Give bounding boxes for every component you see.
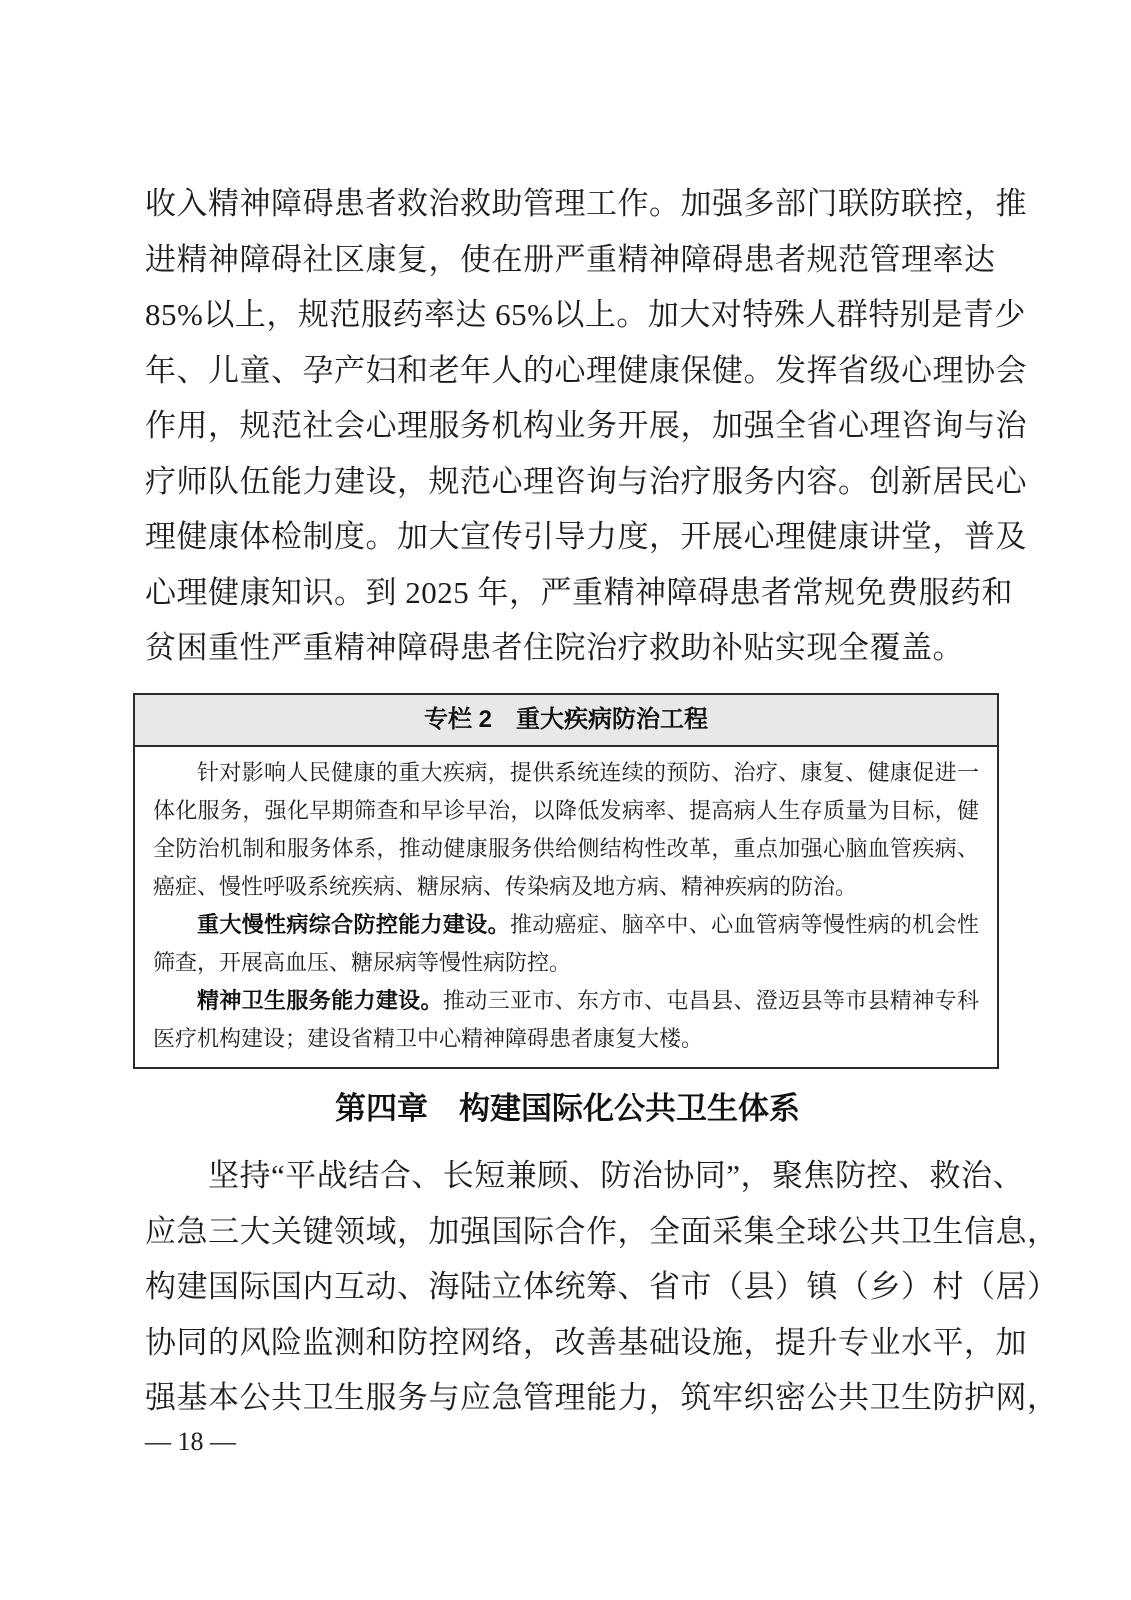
box-line-text: 推动癌症、脑卒中、心血管病等慢性病的机会性: [509, 912, 979, 937]
body-line: 协同的风险监测和防控网络，改善基础设施，提升专业水平，加: [145, 1324, 1027, 1360]
body-line: 疗师队伍能力建设，规范心理咨询与治疗服务内容。创新居民心: [145, 463, 1027, 499]
paragraph-public-health-system: [145, 1148, 1059, 1426]
body-line: 构建国际国内互动、海陆立体统筹、省市（县）镇（乡）村（居）: [145, 1269, 1059, 1304]
body-line: 进精神障碍社区康复，使在册严重精神障碍患者规范管理率达: [145, 241, 996, 277]
chapter-heading: 第四章 构建国际化公共卫生体系: [335, 1091, 800, 1126]
box-line: 针对影响人民健康的重大疾病，提供系统连续的预防、治疗、康复、健康促进一: [197, 760, 979, 785]
page-number: — 18 —: [145, 1427, 236, 1456]
body-line: 强基本公共卫生服务与应急管理能力，筑牢织密公共卫生防护网，: [145, 1380, 1059, 1415]
body-line: 心理健康知识。到 2025 年，严重精神障碍患者常规免费服药和: [145, 574, 1013, 610]
box-line: [153, 982, 979, 1020]
body-line: 85%以上，规范服药率达 65%以上。加大对特殊人群特别是青少: [145, 297, 1026, 332]
body-line: 收入精神障碍患者救治救助管理工作。加强多部门联防联控，推: [145, 186, 1027, 221]
body-line: 坚持“平战结合、长短兼顾、防治协同”，聚焦防控、救治、: [208, 1158, 1025, 1193]
box-line: [153, 906, 979, 944]
body-line: 作用，规范社会心理服务机构业务开展，加强全省心理咨询与治: [145, 408, 1027, 443]
box-bold-lead: 精神卫生服务能力建设。: [197, 988, 443, 1013]
box-line: 医疗机构建设；建设省精卫中心精神障碍患者康复大楼。: [153, 1026, 704, 1051]
special-column-title: 专栏 2 重大疾病防治工程: [135, 695, 997, 747]
body-line: 应急三大关键领域，加强国际合作，全面采集全球公共卫生信息，: [145, 1213, 1059, 1249]
paragraph-mental-health: [145, 176, 1027, 676]
special-column-body: [135, 747, 997, 1067]
body-line: 理健康体检制度。加大宣传引导力度，开展心理健康讲堂，普及: [145, 519, 1027, 554]
box-line: 癌症、慢性呼吸系统疾病、糖尿病、传染病及地方病、精神疾病的防治。: [153, 874, 858, 899]
body-line: 贫困重性严重精神障碍患者住院治疗救助补贴实现全覆盖。: [145, 630, 964, 665]
special-column-box: [133, 693, 999, 1069]
box-line: 筛查，开展高血压、糖尿病等慢性病防控。: [153, 950, 572, 975]
body-line: 年、儿童、孕产妇和老年人的心理健康保健。发挥省级心理协会: [145, 352, 1027, 388]
box-line-text: 推动三亚市、东方市、屯昌县、澄迈县等市县精神专科: [442, 988, 979, 1013]
box-bold-lead: 重大慢性病综合防控能力建设。: [197, 912, 510, 937]
box-line: 体化服务，强化早期筛查和早诊早治，以降低发病率、提高病人生存质量为目标，健: [153, 798, 979, 823]
box-line: 全防治机制和服务体系，推动健康服务供给侧结构性改革，重点加强心脑血管疾病、: [153, 836, 979, 861]
